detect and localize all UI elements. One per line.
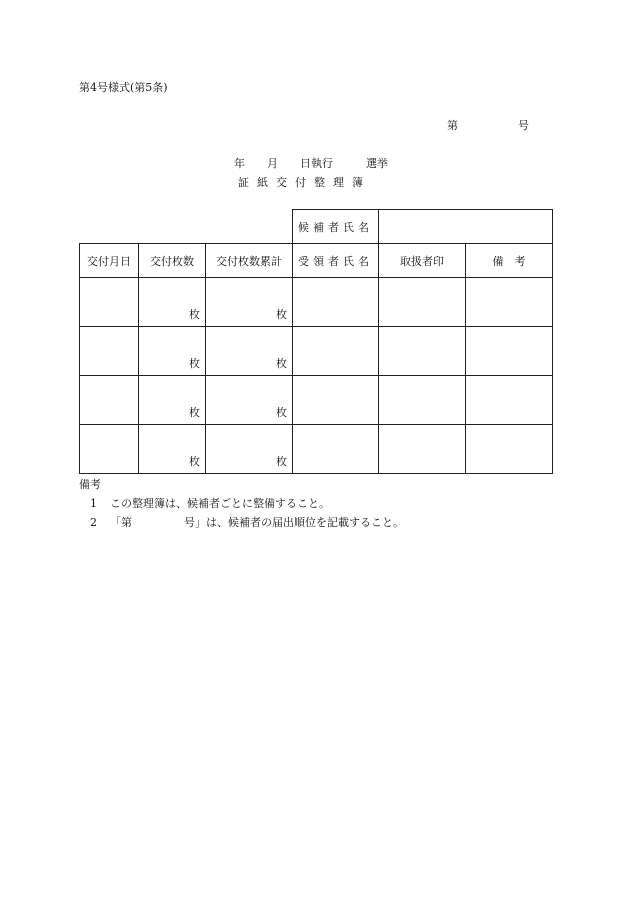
form-title: 第4号様式(第5条) — [79, 81, 168, 94]
date-cell[interactable] — [80, 327, 139, 376]
count-cell[interactable] — [139, 376, 206, 425]
unit-label: 枚 — [276, 406, 287, 419]
number-line — [447, 119, 529, 133]
table-row — [80, 425, 553, 474]
number-prefix: 第 — [447, 119, 458, 132]
count-cell[interactable] — [139, 425, 206, 474]
count-cell[interactable] — [139, 327, 206, 376]
unit-label: 枚 — [189, 308, 200, 321]
column-header-date: 交付月日 — [80, 244, 139, 278]
handler-seal-cell[interactable] — [379, 376, 466, 425]
unit-label: 枚 — [276, 357, 287, 370]
remarks-cell[interactable] — [466, 327, 553, 376]
unit-label: 枚 — [276, 308, 287, 321]
date-cell[interactable] — [80, 376, 139, 425]
date-cell[interactable] — [80, 425, 139, 474]
remarks-cell[interactable] — [466, 425, 553, 474]
handler-seal-cell[interactable] — [379, 425, 466, 474]
column-header-cumulative: 交付枚数累計 — [206, 244, 293, 278]
unit-label: 枚 — [189, 455, 200, 468]
election-date-line: 年 月 日執行 選挙 — [234, 157, 388, 170]
handler-seal-cell[interactable] — [379, 278, 466, 327]
candidate-name-label: 候補者氏名 — [293, 210, 379, 244]
date-cell[interactable] — [80, 278, 139, 327]
note-number: 2 — [90, 516, 97, 529]
remarks-cell[interactable] — [466, 376, 553, 425]
candidate-row — [80, 210, 553, 244]
stamp-ledger-table — [79, 209, 553, 474]
recipient-cell[interactable] — [293, 327, 379, 376]
note-text-after: 号」は、候補者の届出順位を記載すること。 — [184, 516, 404, 529]
unit-label: 枚 — [189, 406, 200, 419]
column-header-remarks: 備 考 — [466, 244, 553, 278]
count-cell[interactable] — [139, 278, 206, 327]
handler-seal-cell[interactable] — [379, 327, 466, 376]
remarks-note-1 — [90, 497, 330, 511]
note-number: 1 — [90, 497, 97, 510]
column-header-count: 交付枚数 — [139, 244, 206, 278]
remarks-title: 備考 — [79, 478, 101, 491]
recipient-cell[interactable] — [293, 376, 379, 425]
table-row — [80, 376, 553, 425]
note-text-before: 「第 — [110, 516, 132, 529]
remarks-cell[interactable] — [466, 278, 553, 327]
candidate-name-cell[interactable] — [379, 210, 553, 244]
cumulative-cell[interactable] — [206, 278, 293, 327]
recipient-cell[interactable] — [293, 425, 379, 474]
column-header-handler-seal: 取扱者印 — [379, 244, 466, 278]
column-header-recipient: 受領者氏名 — [293, 244, 379, 278]
cumulative-cell[interactable] — [206, 376, 293, 425]
table-row — [80, 278, 553, 327]
recipient-cell[interactable] — [293, 278, 379, 327]
unit-label: 枚 — [189, 357, 200, 370]
cumulative-cell[interactable] — [206, 425, 293, 474]
note-text: この整理簿は、候補者ごとに整備すること。 — [110, 497, 330, 510]
cumulative-cell[interactable] — [206, 327, 293, 376]
number-suffix: 号 — [518, 119, 529, 132]
book-title: 証紙交付整理簿 — [238, 176, 371, 189]
unit-label: 枚 — [276, 455, 287, 468]
table-row — [80, 327, 553, 376]
remarks-note-2 — [90, 516, 404, 530]
header-row — [80, 244, 553, 278]
